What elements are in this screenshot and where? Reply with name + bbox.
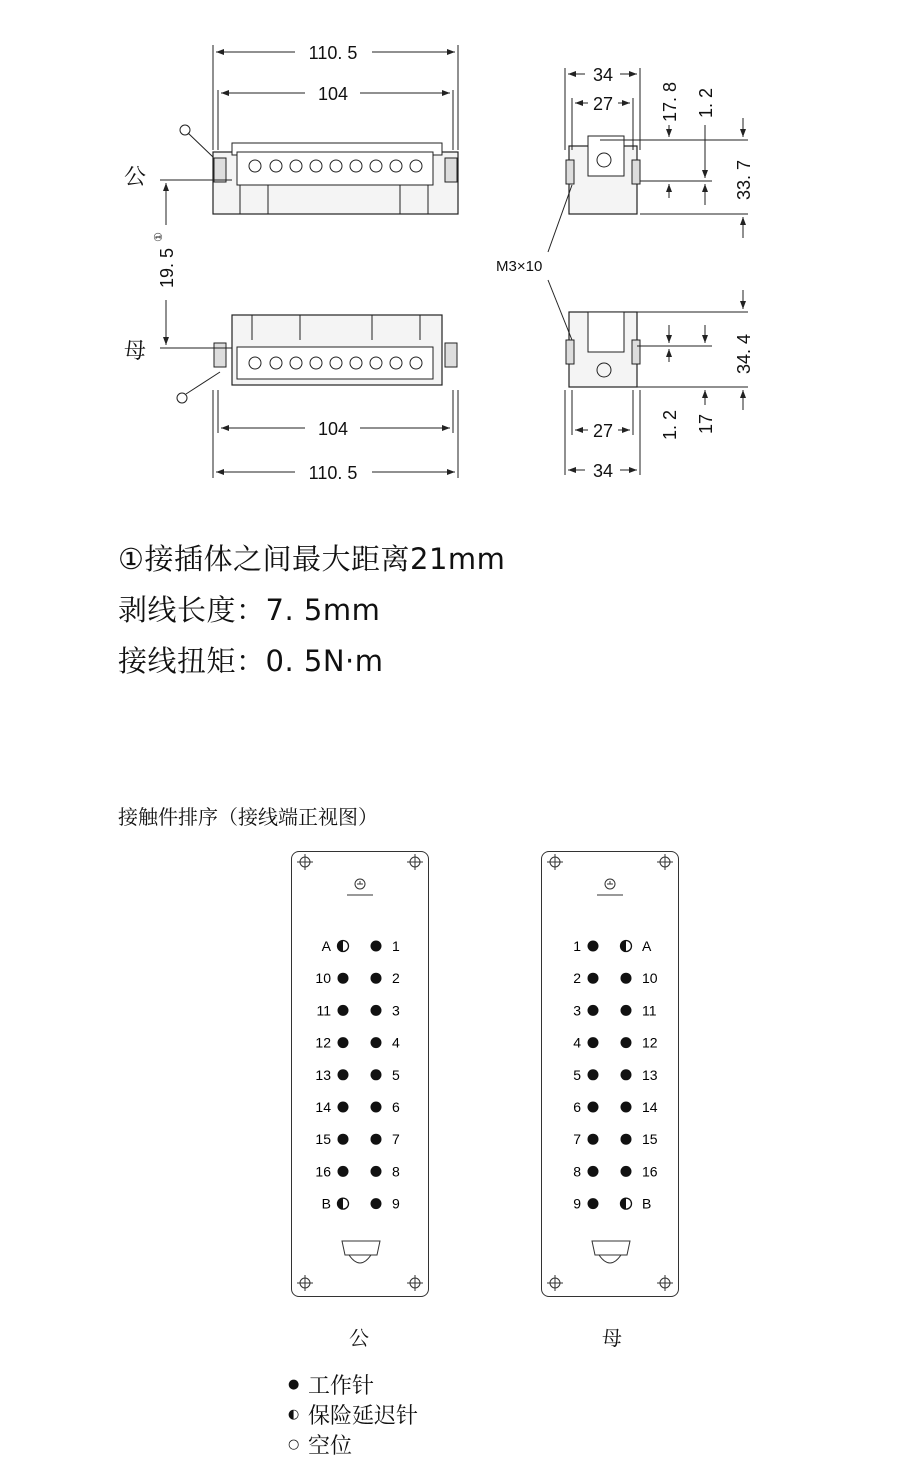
full-dot-icon [620, 972, 631, 983]
contact-label: 11 [641, 1001, 657, 1018]
female-side-view [566, 312, 640, 387]
full-dot-icon [370, 1069, 381, 1080]
female-panel-graphics [541, 851, 679, 1297]
dim-side-bot-width: 34 [592, 461, 614, 481]
dim-top-total-width: 110. 5 [308, 43, 358, 63]
contact-label: 16 [314, 1162, 331, 1179]
half-dot-icon [620, 1198, 631, 1209]
contact-label: 14 [641, 1098, 658, 1115]
contact-label: 5 [572, 1066, 581, 1083]
full-dot-icon [337, 972, 348, 983]
full-dot-icon [587, 972, 598, 983]
label-female-top: 母 [124, 338, 147, 363]
dim-side-bot-inner: 27 [592, 421, 614, 441]
full-dot-icon [370, 1037, 381, 1048]
dim-gap-height: 19. 5 [157, 247, 177, 288]
contact-label: 7 [572, 1130, 581, 1147]
dim-side-top-height: 33. 7 [734, 159, 754, 200]
dim-side-top-h1: 17. 8 [660, 81, 680, 122]
contact-label: 3 [572, 1001, 581, 1018]
full-dot-icon [587, 1198, 598, 1209]
mount-hole-icon [407, 854, 423, 870]
full-dot-icon [337, 1101, 348, 1112]
panel-label-female: 母 [602, 1326, 622, 1350]
dim-gap-note-mark: ① [153, 232, 165, 242]
contact-label: 9 [391, 1195, 400, 1212]
full-dot-icon [587, 1133, 598, 1144]
contact-label: 1 [572, 937, 581, 954]
full-dot-icon [370, 1004, 381, 1015]
contact-label: B [321, 1195, 331, 1212]
dim-side-bot-height: 34. 4 [734, 333, 754, 374]
ground-icon [347, 879, 373, 895]
label-male-top: 公 [124, 164, 147, 189]
contact-label: 12 [314, 1034, 331, 1051]
legend-text: 空位 [308, 1434, 353, 1459]
legend-text: 保险延迟针 [308, 1404, 419, 1429]
mount-hole-icon [547, 1275, 563, 1291]
half-dot-icon [620, 940, 631, 951]
legend-text: 工作针 [308, 1374, 375, 1399]
contact-label: 5 [391, 1066, 400, 1083]
contact-label: 13 [314, 1066, 331, 1083]
dim-side-top-width: 34 [592, 65, 614, 85]
male-contact-panel [291, 851, 429, 1297]
connector-drawing [0, 0, 910, 500]
dim-bottom-inner-width: 104 [317, 419, 349, 439]
contact-label: 15 [641, 1130, 658, 1147]
dim-top-inner-width: 104 [317, 84, 349, 104]
note-strip-length: 剥线长度：7. 5mm [118, 593, 381, 627]
contact-label: 4 [572, 1034, 581, 1051]
full-dot-icon [620, 1037, 631, 1048]
male-side-view [566, 136, 640, 214]
full-dot-icon [620, 1165, 631, 1176]
full-dot-icon [587, 1069, 598, 1080]
contact-label: 10 [314, 969, 331, 986]
contact-label: 2 [391, 969, 400, 986]
full-dot-icon: ● [288, 1377, 300, 1392]
female-front-view [177, 315, 457, 403]
contact-label: 3 [391, 1001, 400, 1018]
contact-label: A [321, 937, 331, 954]
contact-label: 4 [391, 1034, 400, 1051]
full-dot-icon [337, 1069, 348, 1080]
full-dot-icon [587, 1037, 598, 1048]
full-dot-icon [587, 1004, 598, 1015]
male-front-view [180, 125, 458, 214]
full-dot-icon [370, 1133, 381, 1144]
dim-side-bot-h2: 17 [696, 413, 716, 434]
contact-label: 9 [572, 1195, 581, 1212]
mount-hole-icon [297, 854, 313, 870]
empty-dot-icon: ○ [288, 1437, 300, 1452]
dim-side-top-inner: 27 [592, 94, 614, 114]
half-dot-icon [337, 940, 348, 951]
note-max-distance: ①接插体之间最大距离21mm [118, 542, 506, 576]
screw-label: M3×10 [496, 258, 543, 275]
mount-hole-icon [547, 854, 563, 870]
full-dot-icon [620, 1101, 631, 1112]
half-dot-icon: ◐ [288, 1407, 300, 1422]
contact-label: 13 [641, 1066, 658, 1083]
ground-icon [597, 879, 623, 895]
coding-latch-icon [592, 1241, 630, 1263]
female-contact-panel [541, 851, 679, 1297]
full-dot-icon [337, 1133, 348, 1144]
dim-side-top-h2: 1. 2 [696, 87, 716, 118]
contact-label: 15 [314, 1130, 331, 1147]
full-dot-icon [620, 1069, 631, 1080]
contact-label: 14 [314, 1098, 331, 1115]
contact-label: B [641, 1195, 651, 1212]
coding-latch-icon [342, 1241, 380, 1263]
dim-side-bot-h1: 1. 2 [660, 409, 680, 440]
contact-label: 1 [391, 937, 400, 954]
contact-label: 8 [391, 1162, 400, 1179]
mount-hole-icon [657, 1275, 673, 1291]
full-dot-icon [587, 940, 598, 951]
contact-label: 7 [391, 1130, 400, 1147]
contact-label: 10 [641, 969, 658, 986]
mount-hole-icon [657, 854, 673, 870]
full-dot-icon [370, 940, 381, 951]
contact-label: 2 [572, 969, 581, 986]
full-dot-icon [370, 1101, 381, 1112]
full-dot-icon [587, 1165, 598, 1176]
section-title: 接触件排序（接线端正视图） [118, 805, 378, 829]
contact-label: A [641, 937, 651, 954]
contact-label: 12 [641, 1034, 658, 1051]
full-dot-icon [587, 1101, 598, 1112]
full-dot-icon [620, 1133, 631, 1144]
full-dot-icon [370, 972, 381, 983]
mount-hole-icon [297, 1275, 313, 1291]
half-dot-icon [337, 1198, 348, 1209]
contact-label: 8 [572, 1162, 581, 1179]
note-torque: 接线扭矩：0. 5N·m [118, 644, 384, 678]
full-dot-icon [337, 1037, 348, 1048]
full-dot-icon [337, 1004, 348, 1015]
contact-label: 6 [391, 1098, 400, 1115]
mount-hole-icon [407, 1275, 423, 1291]
dim-bottom-total-width: 110. 5 [308, 463, 358, 483]
contact-label: 11 [315, 1001, 331, 1018]
contact-label: 6 [572, 1098, 581, 1115]
full-dot-icon [370, 1198, 381, 1209]
legend-item-work-pin [288, 1369, 374, 1400]
panel-label-male: 公 [349, 1326, 369, 1350]
full-dot-icon [620, 1004, 631, 1015]
male-panel-graphics [291, 851, 429, 1297]
full-dot-icon [337, 1165, 348, 1176]
contact-label: 16 [641, 1162, 658, 1179]
full-dot-icon [370, 1165, 381, 1176]
legend-item-delay-pin [288, 1399, 418, 1430]
legend-item-empty [288, 1429, 352, 1460]
